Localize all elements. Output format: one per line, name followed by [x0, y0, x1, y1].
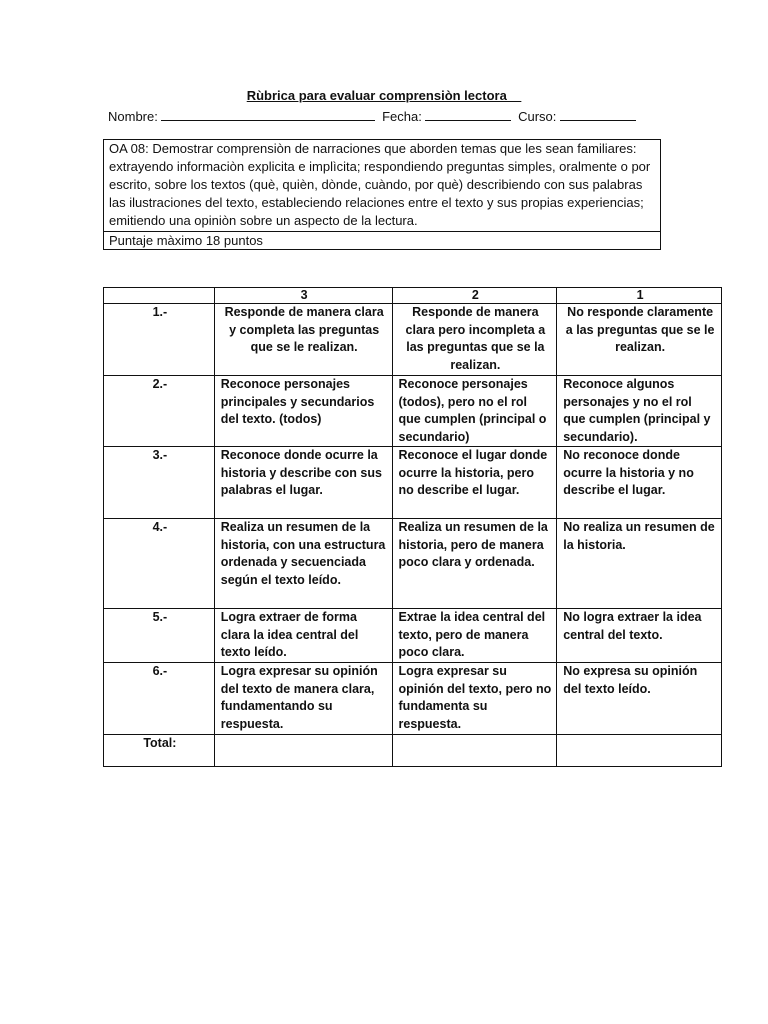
nombre-label: Nombre:: [108, 109, 158, 124]
row-number: 2.-: [104, 376, 215, 447]
criterion-level-1: No expresa su opinión del texto leído.: [557, 663, 722, 735]
objective-text: OA 08: Demostrar comprensiòn de narraciones que aborden temas que les sean familiares: extrayendo informaciòn explicita e implìcita; respondiendo preguntas simples, oralmente o por escrito, sobre los textos (què, quièn, dònde, cuàndo, por què) describiendo con sus palabras las ilustraciones del texto, estableciendo relaciones entre el texto y sus propias experiencias; emitiendo una opiniòn sobre un aspecto de la lectura.: [109, 141, 651, 228]
criterion-level-2: Reconoce el lugar donde ocurre la historia, pero no describe el lugar.: [392, 447, 557, 519]
criterion-level-2: Logra expresar su opinión del texto, pero no fundamenta su respuesta.: [392, 663, 557, 735]
total-label: Total:: [104, 735, 215, 767]
criterion-level-1: No reconoce donde ocurre la historia y no describe el lugar.: [557, 447, 722, 519]
row-number: 4.-: [104, 519, 215, 609]
criterion-level-1: Reconoce algunos personajes y no el rol que cumplen (principal y secundario).: [557, 376, 722, 447]
objective-box: [103, 139, 661, 250]
criterion-level-1: No responde claramente a las preguntas que se le realizan.: [557, 304, 722, 376]
criterion-level-2: Extrae la idea central del texto, pero de manera poco clara.: [392, 609, 557, 663]
header-cell-3: 3: [214, 288, 392, 304]
total-cell-1[interactable]: [557, 735, 722, 767]
criterion-level-3: Logra expresar su opinión del texto de manera clara, fundamentando su respuesta.: [214, 663, 392, 735]
student-fields: [108, 108, 668, 124]
table-row: [104, 519, 722, 609]
rubric-header-row: [104, 288, 722, 304]
criterion-level-3: Responde de manera clara y completa las preguntas que se le realizan.: [214, 304, 392, 376]
curso-field[interactable]: [560, 108, 636, 121]
fecha-field[interactable]: [425, 108, 511, 121]
total-cell-3[interactable]: [214, 735, 392, 767]
criterion-level-3: Reconoce donde ocurre la historia y describe con sus palabras el lugar.: [214, 447, 392, 519]
row-number: 6.-: [104, 663, 215, 735]
criterion-level-2: Realiza un resumen de la historia, pero de manera poco clara y ordenada.: [392, 519, 557, 609]
row-number: 5.-: [104, 609, 215, 663]
nombre-field[interactable]: [161, 108, 375, 121]
row-number: 3.-: [104, 447, 215, 519]
table-row: [104, 447, 722, 519]
criterion-level-2: Responde de manera clara pero incompleta a las preguntas que se la realizan.: [392, 304, 557, 376]
total-row: [104, 735, 722, 767]
table-row: [104, 609, 722, 663]
curso-label: Curso:: [518, 109, 557, 124]
total-cell-2[interactable]: [392, 735, 557, 767]
table-row: [104, 304, 722, 376]
table-row: [104, 663, 722, 735]
criterion-level-1: No realiza un resumen de la historia.: [557, 519, 722, 609]
max-score: Puntaje màximo 18 puntos: [104, 231, 660, 249]
rubric-table: [103, 287, 722, 767]
header-cell-2: 2: [392, 288, 557, 304]
fecha-label: Fecha:: [382, 109, 422, 124]
criterion-level-3: Logra extraer de forma clara la idea central del texto leído.: [214, 609, 392, 663]
criterion-level-1: No logra extraer la idea central del texto.: [557, 609, 722, 663]
criterion-level-2: Reconoce personajes (todos), pero no el rol que cumplen (principal o secundario): [392, 376, 557, 447]
page-title: Rùbrica para evaluar comprensiòn lectora__: [246, 88, 522, 103]
row-number: 1.-: [104, 304, 215, 376]
criterion-level-3: Reconoce personajes principales y secundarios del texto. (todos): [214, 376, 392, 447]
header-cell-empty: [104, 288, 215, 304]
header-cell-1: 1: [557, 288, 722, 304]
table-row: [104, 376, 722, 447]
criterion-level-3: Realiza un resumen de la historia, con una estructura ordenada y secuenciada según el texto leído.: [214, 519, 392, 609]
